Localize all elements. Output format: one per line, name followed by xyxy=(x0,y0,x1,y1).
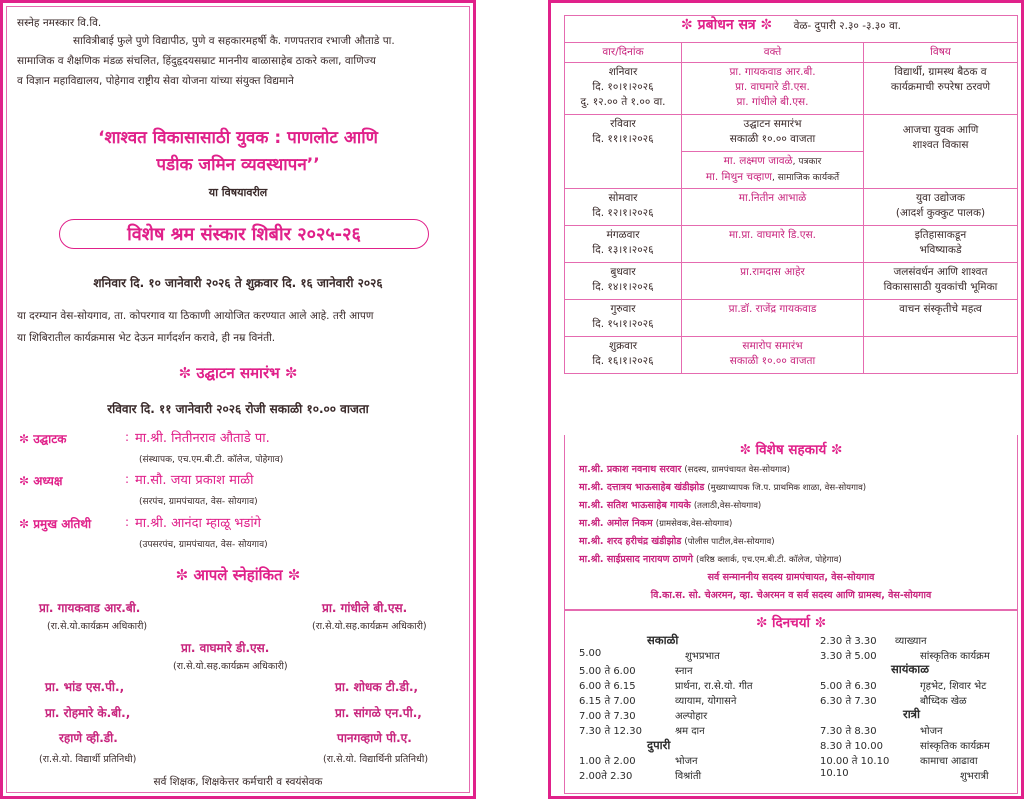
session-header xyxy=(565,16,1018,43)
routine-activity: सांस्कृतिक कार्यक्रम xyxy=(920,651,990,662)
routine-time: 7.30 ते 12.30 xyxy=(579,726,642,737)
topic-cell xyxy=(864,63,1018,115)
topic: वाचन संस्कृतीचे महत्व xyxy=(899,303,982,315)
routine-heading-afternoon: दुपारी xyxy=(647,738,671,752)
routine-activity: प्रार्थना, रा.से.यो. गीत xyxy=(675,681,753,692)
event: समारोप समारंभ xyxy=(742,340,803,352)
day: शनिवार xyxy=(608,66,638,78)
collab-title: ✼ विशेष सहकार्य ✼ xyxy=(739,442,843,458)
speakers-cell xyxy=(682,263,864,300)
topic-title xyxy=(7,125,469,179)
routine-heading-evening: सायंकाळ xyxy=(891,662,929,676)
session-time: वेळ- दुपारी २.३० -३.३० वा. xyxy=(793,20,901,32)
topic-cell xyxy=(864,337,1018,374)
guest-role: ✼ प्रमुख अतिथी xyxy=(19,517,92,531)
host-name: प्रा. शोधक टी.डी., xyxy=(335,680,419,694)
routine-time: 2.00ते 2.30 xyxy=(579,771,633,782)
table-row xyxy=(565,300,1018,337)
topic: कार्यक्रमाची रुपरेषा ठरवणे xyxy=(890,81,991,93)
routine-activity: अल्पोहार xyxy=(675,711,708,722)
day: शुक्रवार xyxy=(608,340,638,352)
column-headers xyxy=(565,43,1018,63)
camp-title-badge: विशेष श्रम संस्कार शिबीर २०२५-२६ xyxy=(59,219,429,249)
collab-summary: वि.का.स. सो. चेअरमन, व्हा. चेअरमन व सर्व सदस्य आणि ग्रामस्थ, वेस-सोयगाव xyxy=(650,590,932,601)
collab-name: मा.श्री. सतिश भाऊसाहेब गायके xyxy=(579,500,691,511)
event-time: सकाळी १०.०० वाजता xyxy=(729,133,816,145)
session-header-row xyxy=(565,16,1018,43)
inner-area xyxy=(554,6,1018,793)
table-row xyxy=(565,115,1018,152)
speakers-cell xyxy=(682,337,864,374)
topic: आजचा युवक आणि xyxy=(902,124,979,136)
collab-note: (मुख्याध्यापक जि.प. प्राथमिक शाळा, वेस-सोयगाव) xyxy=(707,483,867,493)
topic: भविष्याकडे xyxy=(919,244,962,256)
collab-name: मा.श्री. साईप्रसाद नारायण ठाणगे xyxy=(579,554,694,565)
routine-time: 5.00 xyxy=(579,648,602,659)
host-note: (रा.से.यो.सह.कार्यक्रम अधिकारी) xyxy=(173,661,288,672)
topic: विकासासाठी युवकांची भूमिका xyxy=(883,281,998,293)
speakers-cell xyxy=(682,300,864,337)
collaborator xyxy=(579,498,761,511)
guest-note: (उपसरपंच, ग्रामपंचायत, वेस- सोयगाव) xyxy=(139,540,268,550)
colon: : xyxy=(125,472,130,486)
table-row xyxy=(565,189,1018,226)
guest-note: (संस्थापक, एच.एम.बी.टी. कॉलेज, पोहेगाव) xyxy=(139,455,284,465)
colon: : xyxy=(125,515,130,529)
speaker: प्रा. वाघमारे डी.एस. xyxy=(735,81,810,93)
date: दि. १०।१।२०२६ xyxy=(592,81,654,93)
table-row xyxy=(565,226,1018,263)
intro-line: सावित्रीबाई फुले पुणे विद्यापीठ, पुणे व सहकारमहर्षी कै. गणपतराव रभाजी औताडे पा. xyxy=(73,35,395,47)
routine-activity: भोजन xyxy=(920,726,943,737)
session-title: ✼ प्रबोधन सत्र ✼ xyxy=(681,17,773,33)
day-cell xyxy=(565,226,682,263)
intro-line: सामाजिक व शैक्षणिक मंडळ संचलित, हिंदुहृदयसम्राट माननीय बाळासाहेब ठाकरे कला, वाणिज्य xyxy=(17,55,376,67)
routine-time: 7.00 ते 7.30 xyxy=(579,711,636,722)
topic: शाश्वत विकास xyxy=(912,139,969,151)
speaker: प्रा.डॉ. राजेंद्र गायकवाड xyxy=(728,303,817,315)
column-header: वार/दिनांक xyxy=(565,43,682,63)
host-note: (रा.से.यो. विद्यार्थिनी प्रतिनिधी) xyxy=(323,754,429,765)
daily-routine-section xyxy=(564,610,1018,794)
collaborator xyxy=(579,534,775,547)
topic: जलसंवर्धन आणि शाश्वत xyxy=(893,266,988,278)
routine-activity: श्रम दान xyxy=(675,726,705,737)
topic-line: पडीक जमिन व्यवस्थापन’’ xyxy=(156,155,320,175)
routine-time: 6.15 ते 7.00 xyxy=(579,696,636,707)
topic-cell xyxy=(864,300,1018,337)
day-cell xyxy=(565,189,682,226)
colon: : xyxy=(125,430,130,444)
routine-time: 1.00 ते 2.00 xyxy=(579,756,636,767)
table-row xyxy=(565,263,1018,300)
para-line: या शिबिरातील कार्यक्रमास भेट देऊन मार्गदर्शन करावे, ही नम्र विनंती. xyxy=(17,332,276,344)
table-row xyxy=(565,63,1018,115)
topic: इतिहासाकडून xyxy=(914,229,967,241)
routine-heading-night: रात्री xyxy=(903,707,921,721)
guest-name: मा.श्री. नितीनराव औताडे पा. xyxy=(135,431,270,446)
date: दि. १३।१।२०२६ xyxy=(592,244,654,256)
host-name: प्रा. वाघमारे डी.एस. xyxy=(181,641,270,655)
venue-paragraph xyxy=(17,305,472,349)
greeting: सस्नेह नमस्कार वि.वि. xyxy=(17,17,102,29)
day: बुधवार xyxy=(610,266,636,278)
sub-speakers-cell xyxy=(682,152,864,189)
date: दि. १६।१।२०२६ xyxy=(592,355,654,367)
guest-role: ✼ उद्घाटक xyxy=(19,432,67,446)
routine-time: 8.30 ते 10.00 xyxy=(820,741,883,752)
topic-cell xyxy=(864,226,1018,263)
inauguration-date: रविवार दि. ११ जानेवारी २०२६ रोजी सकाळी १०.०० वाजता xyxy=(107,402,369,416)
collab-note: (तलाठी,वेस-सोयगाव) xyxy=(693,501,762,511)
speaker: प्रा. गायकवाड आर.बी. xyxy=(729,66,816,78)
day-cell xyxy=(565,63,682,115)
collab-note: (पोलीस पाटील,वेस-सोयगाव) xyxy=(684,537,775,547)
routine-activity: शुभरात्री xyxy=(960,771,989,782)
collab-summary: सर्व सन्माननीय सदस्य ग्रामपंचायत, वेस-सोयगाव xyxy=(707,572,875,583)
intro-text xyxy=(17,31,467,91)
time: दु. १२.०० ते १.०० वा. xyxy=(580,96,666,108)
guest-role: ✼ अध्यक्ष xyxy=(19,474,63,488)
topic-cell xyxy=(864,115,1018,189)
day-cell xyxy=(565,337,682,374)
day-cell xyxy=(565,263,682,300)
speaker-desc: , सामाजिक कार्यकर्ते xyxy=(772,173,840,183)
speaker: प्रा. गांधीले बी.एस. xyxy=(736,96,809,108)
event-cell xyxy=(682,115,864,152)
date: दि. १५।१।२०२६ xyxy=(592,318,654,330)
speakers-cell xyxy=(682,189,864,226)
camp-dates: शनिवार दि. १० जानेवारी २०२६ ते शुक्रवार दि. १६ जानेवारी २०२६ xyxy=(93,276,383,290)
invitation-right-panel xyxy=(548,0,1024,799)
host-name: रहाणे व्ही.डी. xyxy=(59,731,118,745)
routine-heading-morning: सकाळी xyxy=(647,633,679,647)
host-note: (रा.से.यो.सह.कार्यक्रम अधिकारी) xyxy=(312,621,427,632)
inner-border xyxy=(6,6,470,793)
routine-activity: सांस्कृतिक कार्यक्रम xyxy=(920,741,990,752)
day: मंगळवार xyxy=(606,229,640,241)
routine-activity: विश्रांती xyxy=(675,771,702,782)
speakers-cell xyxy=(682,226,864,263)
session-schedule-table xyxy=(564,15,1018,374)
routine-activity: व्यायाम, योगासने xyxy=(675,696,737,707)
inauguration-title: ✼ उद्घाटन समारंभ ✼ xyxy=(178,364,298,382)
collaborator xyxy=(579,552,842,565)
routine-title: ✼ दिनचर्या ✼ xyxy=(755,615,827,631)
table-row xyxy=(565,337,1018,374)
routine-time: 2.30 ते 3.30 xyxy=(820,636,877,647)
routine-time: 5.00 ते 6.00 xyxy=(579,666,636,677)
event-time: सकाळी १०.०० वाजता xyxy=(729,355,816,367)
routine-time: 6.00 ते 6.15 xyxy=(579,681,636,692)
collab-name: मा.श्री. शरद हरीचंद्र खंडीझोड xyxy=(579,536,682,547)
routine-time: 7.30 ते 8.30 xyxy=(820,726,877,737)
day-cell xyxy=(565,300,682,337)
guest-note: (सरपंच, ग्रामपंचायत, वेस- सोयगाव) xyxy=(139,497,258,507)
topic-cell xyxy=(864,189,1018,226)
date: दि. १४।१।२०२६ xyxy=(592,281,654,293)
collab-name: मा.श्री. प्रकाश नवनाथ सरवार xyxy=(579,464,682,475)
routine-activity: व्याख्यान xyxy=(895,636,927,647)
speaker: प्रा.रामदास आहेर xyxy=(740,266,805,278)
speaker: मा. मिथुन चव्हाण xyxy=(705,171,772,183)
host-name: प्रा. गायकवाड आर.बी. xyxy=(39,601,141,615)
event: उद्घाटन समारंभ xyxy=(743,118,802,130)
speaker: मा.प्रा. वाघमारे डि.एस. xyxy=(728,229,816,241)
para-line: या दरम्यान वेस-सोयगाव, ता. कोपरगाव या ठिकाणी आयोजित करण्यात आले आहे. तरी आपण xyxy=(17,310,374,322)
routine-time: 3.30 ते 5.00 xyxy=(820,651,877,662)
invitation-left-panel xyxy=(0,0,476,799)
speaker: मा. लक्ष्मण जावळे xyxy=(723,155,793,167)
routine-activity: कामाचा आढावा xyxy=(920,756,978,767)
collab-note: (सदस्य, ग्रामपंचायत वेस-सोयगाव) xyxy=(684,465,791,475)
topic: युवा उद्योजक xyxy=(916,192,965,204)
host-note: (रा.से.यो.कार्यक्रम अधिकारी) xyxy=(47,621,148,632)
routine-activity: शुभप्रभात xyxy=(685,651,720,662)
routine-activity: बौध्दिक खेळ xyxy=(920,696,967,707)
collaborator xyxy=(579,480,866,493)
column-header: विषय xyxy=(864,43,1018,63)
routine-time: 10.00 ते 10.10 xyxy=(820,756,890,767)
host-name: प्रा. रोहमारे के.बी., xyxy=(45,706,131,720)
collaborator xyxy=(579,516,732,529)
host-name: पानगव्हाणे पी.ए. xyxy=(337,731,412,745)
topic: विद्यार्थी, ग्रामस्थ बैठक व xyxy=(894,66,987,78)
routine-time: 5.00 ते 6.30 xyxy=(820,681,877,692)
routine-activity: गृहभेट, शिवार भेट xyxy=(920,681,987,692)
date: दि. ११।१।२०२६ xyxy=(592,133,654,145)
collab-name: मा.श्री. अमोल निकम xyxy=(579,518,653,529)
day-cell xyxy=(565,115,682,189)
topic-cell xyxy=(864,263,1018,300)
host-note: (रा.से.यो. विद्यार्थी प्रतिनिधी) xyxy=(39,754,137,765)
routine-activity: भोजन xyxy=(675,756,698,767)
routine-time: 6.30 ते 7.30 xyxy=(820,696,877,707)
guest-name: मा.सौ. जया प्रकाश माळी xyxy=(135,473,254,488)
day: गुरुवार xyxy=(610,303,636,315)
routine-time: 10.10 xyxy=(820,768,849,779)
day: रविवार xyxy=(610,118,636,130)
collaborator xyxy=(579,462,790,475)
intro-line: व विज्ञान महाविद्यालय, पोहेगाव राष्ट्रीय सेवा योजना यांच्या संयुक्त विद्यमाने xyxy=(17,75,294,87)
date: दि. १२।१।२०२६ xyxy=(592,207,654,219)
hosts-title: ✼ आपले स्नेहांकित ✼ xyxy=(175,566,301,584)
guest-name: मा.श्री. आनंदा म्हाळू भडांगे xyxy=(135,516,262,531)
collab-note: (वरिष्ठ क्लार्क, एच.एम.बी.टी. कॉलेज, पोहेगाव) xyxy=(696,555,842,565)
special-cooperation-section xyxy=(564,435,1018,610)
host-name: प्रा. सांगळे एन.पी., xyxy=(335,706,422,720)
collab-note: (ग्रामसेवक,वेस-सोयगाव) xyxy=(655,519,733,529)
speaker: मा.नितीन आभाळे xyxy=(738,192,807,204)
topic-line: ‘शाश्वत विकासासाठी युवक : पाणलोट आणि xyxy=(98,128,378,148)
routine-activity: स्नान xyxy=(675,666,693,677)
collab-name: मा.श्री. दत्तात्रय भाऊसाहेब खंडीझोड xyxy=(579,482,705,493)
topic: (आदर्श कुक्कुट पालक) xyxy=(895,207,986,219)
host-name: प्रा. गांधीले बी.एस. xyxy=(322,601,408,615)
day: सोमवार xyxy=(608,192,638,204)
speakers-cell xyxy=(682,63,864,115)
column-header: वक्ते xyxy=(682,43,864,63)
on-subject-label: या विषयावरील xyxy=(208,186,268,199)
speaker-desc: , पत्रकार xyxy=(792,157,822,167)
host-name: प्रा. भांड एस.पी., xyxy=(45,680,125,694)
footer-text: सर्व शिक्षक, शिक्षकेत्तर कर्मचारी व स्वयंसेवक xyxy=(153,776,323,788)
